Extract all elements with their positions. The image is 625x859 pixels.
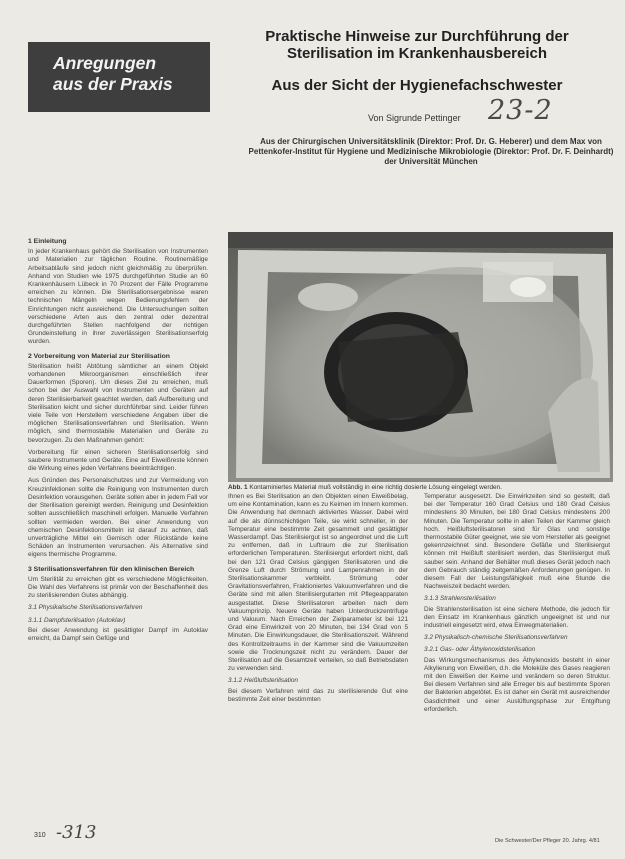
paragraph: Temperatur ausgesetzt. Die Einwirkzeiten sind so gestellt, daß bei der Temperatur 160 Grad Celsius und 180 Grad Celsius mindestens 30 Minuten, bei 180 Grad Celsius mindestens 200 Minuten. Die Temperatur sollte in allen Teilen der Kammer gleich hoch. Heißluftsterilisatoren sind für Glas und sonstige thermostabile Güter geeignet, wie sie vom Hersteller als geeignet gekennzeichnet sind. Besondere Gefäße und Sterilisiergut können mit Heißluft sterilisiert werden, das Sterilisiergut muß sauber sein. Anhand der Behälter muß dieses Gerät jedoch nach dem Gebrauch ständig zeitgemäßen Anforderungen genügen. In diesem Fall der Leistungsfähigkeit muß eine Stunde die Nachweiszeit bedacht werden. — [424, 493, 610, 591]
paragraph: Um Sterilität zu erreichen gibt es verschiedene Möglichkeiten. Die Wahl des Verfahrens ist primär von der Beschaffenheit des zu sterilisierenden Gutes abhängig. — [28, 575, 208, 600]
column-1 — [28, 232, 208, 817]
section-banner — [28, 42, 210, 112]
column-2 — [228, 493, 408, 823]
article-subtitle: Aus der Sicht der Hygienefachschwester — [271, 77, 563, 94]
caption-label: Abb. 1 — [228, 484, 248, 491]
subsection-heading: 3.1.3 Strahlensterilisation — [424, 595, 496, 603]
subsection-heading: 3.2.1 Gas- oder Äthylenoxidsterilisation — [424, 646, 536, 654]
journal-footer: Die Schwester/Der Pfleger 20. Jahrg. 4/81 — [495, 838, 600, 844]
article-title: Praktische Hinweise zur Durchführung der Sterilisation im Krankenhausbereich — [265, 28, 569, 62]
paragraph: Das Wirkungsmechanismus des Äthylenoxids besteht in einer Alkylierung von Eiweißen, d.h. die Moleküle des Gases reagieren mit den Eiweißen der Keime und verändern so deren Struktur. Bei diesem Verfahren sind alle Erreger bis auf bestimmte Sporen der Bakterien abgetötet. Es ist daher ein Gerät mit ausreichender Gasdichtheit und einer Auslüftungsphase zur Entgiftung erforderlich. — [424, 656, 610, 713]
banner-line-1: Anregungen — [53, 53, 157, 73]
subsection-heading: 3.1 Physikalische Sterilisationsverfahren — [28, 604, 143, 612]
section-heading: 2 Vorbereitung von Material zur Sterilisation — [28, 352, 170, 360]
subsection-heading: 3.1.1 Dampfsterilisation (Autoklav) — [28, 616, 126, 624]
section-heading: 1 Einleitung — [28, 238, 67, 245]
figure-photo — [228, 232, 613, 482]
handwritten-page-number: -313 — [56, 822, 97, 843]
paragraph: Ihnen es Bei Sterilisation an den Objekten einen Eiweißbelag, um eine Kontamination, kann es zu Keimen im Innern kommen. Die Anwendung hat demnach aktiviertes Wasser. Dabei wird auf die als dünnschichtigen Teile, sie wirkt schneller, in der Temperatur eine bestimmte Zeit gesammelt und gesättigter Wasserdampf. Das Sterilisiergut ist so angeordnet und die Luft zu entfernen, daß in Luftraum die zur Sterilisation erforderlichen Temperaturen. Sterilisiergut erfordert nicht, daß bei den 121 Grad Celsius gängigen Sterilisatoren und die Grenze Luft durch Strömung und Lampenrahmen in der Sterilisationskammer verbleibt. Strömung oder Gravitationsverfahren, Fraktioniertes Vakuumverfahren und die Geräte sind mit allen Sterilisiergutarten mit Pflegeapparaten ausgestattet. Diese Sterilisatoren arbeiten nach dem Vakuumprinzip. Neuere Geräte haben Unterdruckzentrifuge und Vakuum. Nach Erreichen der Zielparameter ist bei 121 Grad eine Einwirkzeit von 20 Minuten, bei 134 Grad von 5 Minuten. Die Einwirkungsdauer, die Sterilisationszeit. Während des Kontrollzeitraums in der Kammer sind die Vakuumzeiten sowie die Trocknungszeit nicht zu verändern. Dauer der Sterilisation auf die Gesamtzeit verteilen, so daß Betriebsdaten zu verwenden sind. — [228, 493, 408, 673]
section-heading: 3 Sterilisationsverfahren für den klinischen Bereich — [28, 565, 195, 573]
paragraph: Die Strahlensterilisation ist eine sichere Methode, die jedoch für den Einsatz im Krankenhaus gänzlich ungeeignet ist und nur industriell eingesetzt wird, etwa Einwegmaterialien. — [424, 605, 610, 630]
affiliation: Aus der Chirurgischen Universitätsklinik (Direktor: Prof. Dr. G. Heberer) und dem Max von Pettenkofer-Institut für Hygiene und Medizinische Mikrobiologie (Direktor: Prof. Dr. F. Deinhardt) der Universität München — [248, 137, 614, 166]
paragraph: Bei dieser Anwendung ist gesättigter Dampf im Autoklav erreicht, da Dampf sein Gefüge und — [28, 626, 208, 642]
subsection-heading: 3.2 Physikalisch-chemische Sterilisationsverfahren — [424, 634, 568, 642]
handwritten-reference: 23-2 — [488, 95, 553, 126]
paragraph: Sterilisation heißt Abtötung sämtlicher an einem Objekt vorhandenen Mikroorganismen einschließlich ihrer Dauerformen (Sporen). Um dieses Ziel zu erreichen, muß schon bei der Auswahl von Instrumenten und Geräten auf deren Sterilisierbarkeit geachtet werden, daß Aufbereitung und Sterilisation leicht und sicher durchführbar sind. Leider führen viele Teile von Herstellern verschiedene Angaben über die möglichen Sterilisationsverfahren und Sterilisation. Wenn möglich, sind thermostabile Materialien und Geräte zu bevorzugen. Zu den Maßnahmen gehört: — [28, 362, 208, 444]
author-line: Von Sigrunde Pettinger — [368, 113, 461, 123]
figure-caption — [228, 484, 613, 491]
subsection-heading: 3.1.2 Heißluftsterilisation — [228, 677, 298, 685]
paragraph: Bei diesem Verfahren wird das zu sterilisierende Gut eine bestimmte Zeit einer bestimmten — [228, 687, 408, 703]
paragraph: In jeder Krankenhaus gehört die Sterilisation von Instrumenten und Materialien zur täglichen Routine. Routinemäßige Arbeitsabläufe sind jedoch nicht gleichmäßig zu überprüfen. Anhand von Studien wie 1975 durchgeführten Studie an 60 Krankenhäusern Lübeck in 70 Prozent der Fälle Programme erreichen zu können. Die Sterilisationsergebnisse waren technischen Mängeln wegen Bedienungsfehlern der Einrichtungen nicht ausreichend. Die Untersuchungen sollten verschiedene Arten aus den zentral oder dezentral durchgeführten Stellen nachfolgend der richtigen Grundeinstellung in ihrer zuverlässigen Sterilisationserfolg wurden. — [28, 248, 208, 346]
column-3 — [424, 493, 610, 823]
banner-line-2: aus der Praxis — [53, 74, 173, 94]
sink-photo-illustration — [228, 232, 613, 482]
page-number: 310 — [34, 832, 46, 839]
caption-text: Kontaminiertes Material muß vollständig in eine richtig dosierte Lösung eingelegt werden. — [249, 484, 502, 491]
paragraph: Vorbereitung für einen sicheren Sterilisationserfolg sind saubere Instrumente und Geräte. Eine auf Eiweißreste können die Wirkung eines jeden Verfahrens beeinträchtigen. — [28, 448, 208, 473]
paragraph: Aus Gründen des Personalschutzes und zur Vermeidung von Kreuzinfektionen sollte die Reinigung von Instrumenten durch Desinfektion vorausgehen. Geräte sollen aber in jedem Fall vor der Sterilisation gereinigt werden. Reinigung und Desinfektion sollten ausschließlich maschinell erfolgen. Manuelle Verfahren sollten vermieden werden. Bei einer Anwendung von chemischen Desinfektionsmitteln ist darauf zu achten, daß unverträgliche Mittel ein Gemisch oder Rückstände keine Schäden an Instrumenten verursachen. Als Alternative sind eigens thermische Programme. — [28, 477, 208, 559]
